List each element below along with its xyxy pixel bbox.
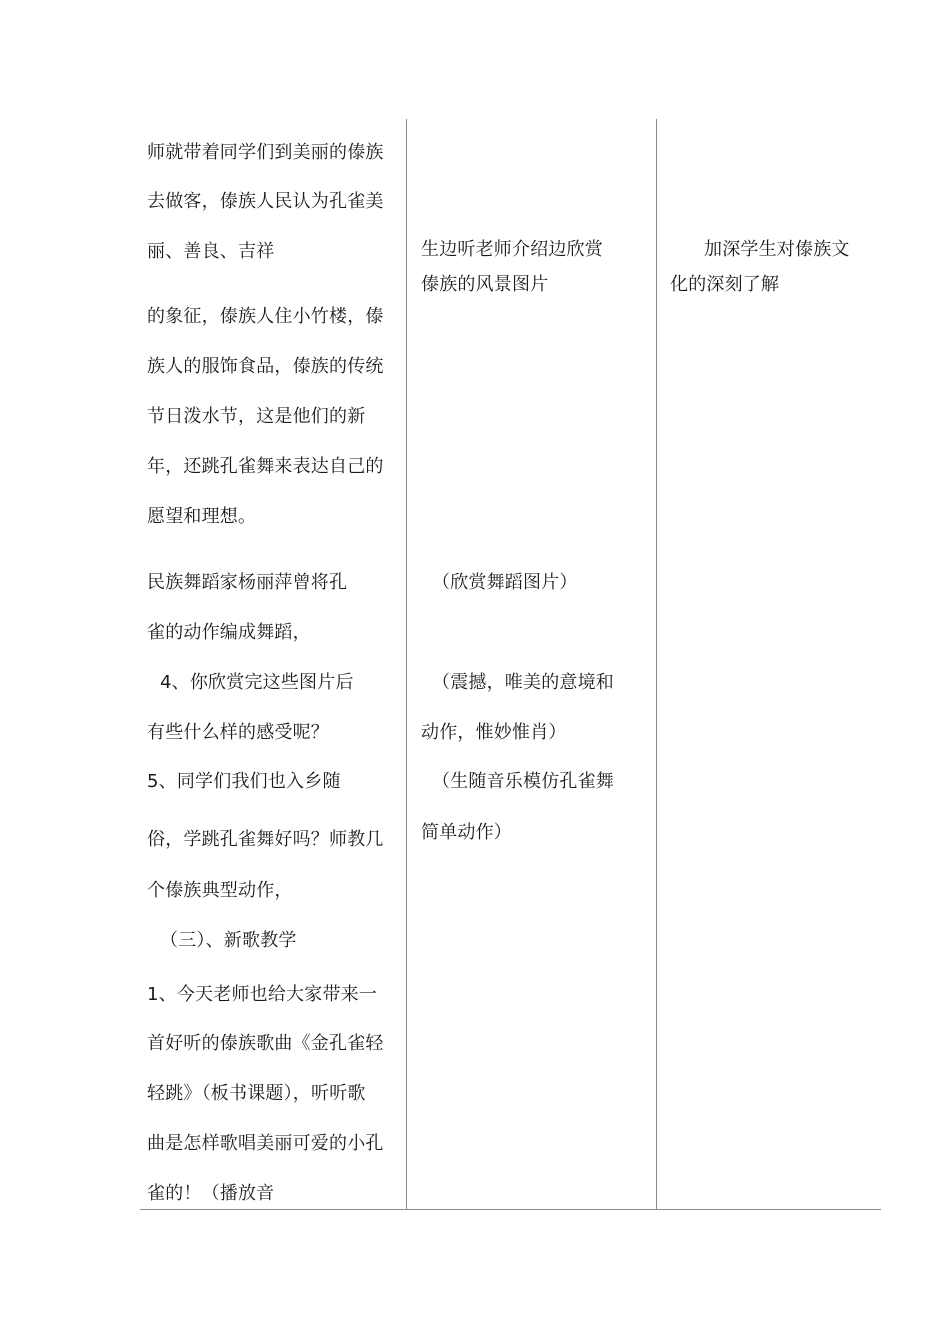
- text-line: 族人的服饰食品，傣族的传统: [147, 356, 384, 377]
- text-line: 雀的动作编成舞蹈，: [147, 622, 311, 643]
- text-line: 首好听的傣族歌曲《金孔雀轻: [147, 1033, 384, 1054]
- text-line: 俗，学跳孔雀舞好吗？师教几: [147, 829, 384, 850]
- text-line: 节日泼水节，这是他们的新: [147, 406, 366, 427]
- column-divider-2: [656, 119, 657, 1210]
- table-bottom-border: [140, 1209, 881, 1210]
- text-line: 轻跳》（板书课题），听听歌: [147, 1083, 366, 1104]
- text-line: 愿望和理想。: [147, 506, 257, 527]
- column-divider-1: [406, 119, 407, 1210]
- text-line: 化的深刻了解: [670, 274, 780, 295]
- text-line: 曲是怎样歌唱美丽可爱的小孔: [147, 1133, 384, 1154]
- text-line: 5、同学们我们也入乡随: [147, 771, 341, 792]
- text-line: （震撼，唯美的意境和: [432, 672, 614, 693]
- text-line: 加深学生对傣族文: [704, 239, 850, 260]
- text-line: 傣族的风景图片: [421, 274, 549, 295]
- text-line: （生随音乐模仿孔雀舞: [432, 771, 614, 792]
- text-line: 有些什么样的感受呢？: [147, 722, 329, 743]
- text-line: 动作，惟妙惟肖）: [421, 722, 567, 743]
- text-line: 民族舞蹈家杨丽萍曾将孔: [147, 572, 348, 593]
- text-line: 丽、善良、吉祥: [147, 241, 275, 262]
- text-line: 的象征，傣族人住小竹楼，傣: [147, 306, 384, 327]
- text-line: 去做客，傣族人民认为孔雀美: [147, 191, 384, 212]
- text-line: 1、今天老师也给大家带来一: [147, 984, 378, 1005]
- text-line: 生边听老师介绍边欣赏: [421, 239, 603, 260]
- text-line: 年，还跳孔雀舞来表达自己的: [147, 456, 384, 477]
- text-line: （欣赏舞蹈图片）: [432, 572, 578, 593]
- section-heading: （三）、新歌教学: [160, 930, 297, 951]
- text-line: 个傣族典型动作，: [147, 880, 293, 901]
- text-line: 师就带着同学们到美丽的傣族: [147, 142, 384, 163]
- text-line: 4、你欣赏完这些图片后: [160, 672, 354, 693]
- text-line: 简单动作）: [421, 822, 512, 843]
- text-line: 雀的！（播放音: [147, 1183, 275, 1204]
